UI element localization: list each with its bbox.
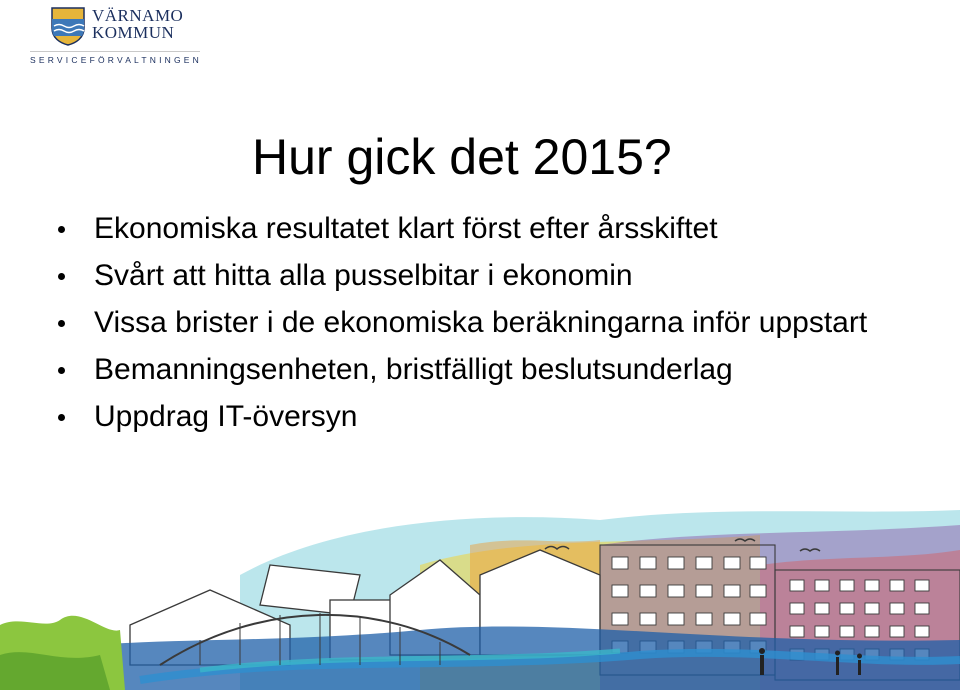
coat-of-arms-icon bbox=[50, 6, 86, 46]
bullet-list bbox=[56, 207, 936, 442]
logo-wordmark bbox=[92, 7, 183, 41]
logo-subtitle: SERVICEFÖRVALTNINGEN bbox=[30, 55, 203, 65]
logo-name-line1: VÄRNAMO bbox=[92, 6, 184, 25]
bullet-item: Ekonomiska resultatet klart först efter årsskiftet bbox=[56, 207, 936, 251]
bullet-item: Uppdrag IT-översyn bbox=[56, 395, 936, 439]
town-illustration-icon bbox=[0, 505, 960, 690]
bullet-item: Svårt att hitta alla pusselbitar i ekonomin bbox=[56, 254, 936, 298]
bullet-item: Bemanningsenheten, bristfälligt beslutsunderlag bbox=[56, 348, 936, 392]
varnamo-kommun-logo bbox=[30, 4, 203, 66]
slide-title: Hur gick det 2015? bbox=[252, 129, 672, 185]
logo-divider bbox=[30, 51, 200, 52]
logo-name-line2: KOMMUN bbox=[92, 23, 175, 42]
bullet-item: Vissa brister i de ekonomiska beräkningarna inför uppstart bbox=[56, 301, 936, 345]
